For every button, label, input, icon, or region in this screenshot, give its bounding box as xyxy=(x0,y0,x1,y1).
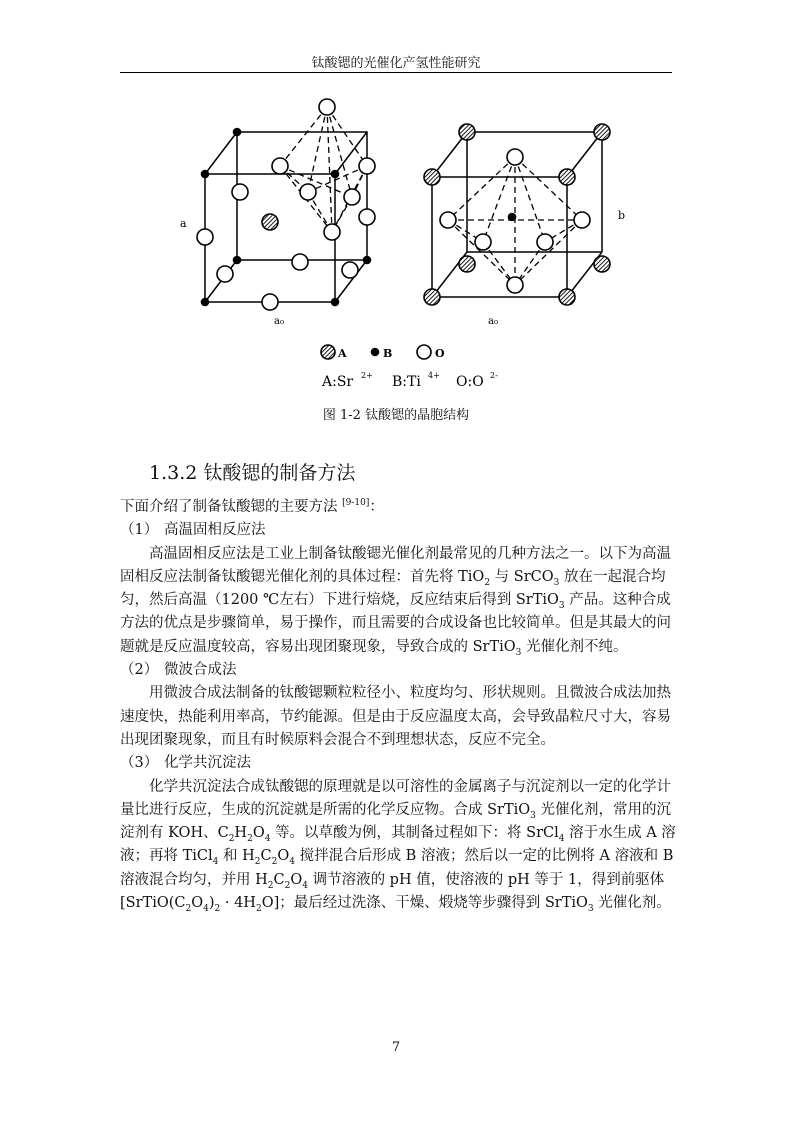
subscript: 2 xyxy=(254,857,261,868)
legend-O-label: O xyxy=(435,347,445,360)
label-a: a xyxy=(180,217,187,230)
subscript: 2 xyxy=(228,834,235,845)
ion-O-charge: 2- xyxy=(490,371,498,380)
text-run: 化学共沉淀法合成钛酸锶的原理就是以可溶性的金属离子与沉淀剂以一定的化学计量比进行反应，生成的沉淀就是所需的化学反应物。合成 SrTiO xyxy=(120,778,671,818)
text-run: O xyxy=(252,825,265,842)
unit-cell-a-atoms xyxy=(197,99,375,310)
ion-A-label: A:Sr xyxy=(322,374,354,390)
subscript: 2 xyxy=(214,903,221,914)
subscript: 2 xyxy=(271,857,278,868)
body-text xyxy=(120,496,676,915)
section-title: 1.3.2 钛酸锶的制备方法 xyxy=(149,462,356,484)
list-item-2: （2） 微波合成法 xyxy=(120,662,237,679)
page-number: 7 xyxy=(391,1040,401,1055)
subscript: 2 xyxy=(484,577,491,588)
paragraph-2: 用微波合成法制备的钛酸锶颗粒粒径小、粒度均匀、形状规则。且微波合成法加热速度快，热能利用率高，节约能源。但是由于反应温度太高，会导致晶粒尺寸大，容易出现团聚现象，而且有时候原料会混合不到理想状态，反应不完全。 xyxy=(120,685,671,748)
text-run: O]；最后经过洗涤、干燥、煅烧等步骤得到 SrTiO xyxy=(261,895,588,912)
text-run: 光催化剂。 xyxy=(593,895,671,912)
subscript: 4 xyxy=(289,857,295,868)
ion-O-label: O:O xyxy=(456,374,484,390)
text-run: 产品。这种合成方法的优点是步骤简单，易于操作，而且需要的合成设备也比较简单。但是其最大的问题就是反应温度较高，容易出现团聚现象，导致合成的 SrTiO xyxy=(120,592,671,655)
text-run: 搅拌混合后形成 B 溶液；然后以一定的比例将 A 溶液和 B 溶液混合均匀，并用 H xyxy=(120,848,674,888)
text-run: 高温固相反应法是工业上制备钛酸锶光催化剂最常见的几种方法之一。以下为高温固相反应法制备钛酸锶光催化剂的具体过程：首先将 TiO xyxy=(120,545,671,585)
list-item-1: （1） 高温固相反应法 xyxy=(120,522,266,539)
subscript: 3 xyxy=(587,903,594,914)
subscript: 4 xyxy=(203,903,209,914)
legend-B-label: B xyxy=(383,347,393,360)
text-run: 和 H xyxy=(218,848,255,865)
text-run: ) xyxy=(208,895,215,912)
ion-B-label: B:Ti xyxy=(392,374,421,390)
text-run: 调节溶液的 pH 值，使溶液的 pH 等于 1，得到前驱体[SrTiO(C xyxy=(120,871,665,912)
label-b: b xyxy=(618,209,626,222)
text-run: C xyxy=(260,848,272,865)
text-run: O xyxy=(290,871,303,888)
subscript: 3 xyxy=(558,601,565,612)
paragraph-1 xyxy=(120,543,676,659)
subscript: 4 xyxy=(212,857,219,868)
subscript: 2 xyxy=(267,880,274,891)
running-header: 钛酸锶的光催化产氢性能研究 xyxy=(311,56,481,71)
subscript: 3 xyxy=(530,810,536,821)
text-run: 等。以草酸为例，其制备过程如下：将 SrCl xyxy=(270,825,559,842)
subscript: 4 xyxy=(302,880,308,891)
subscript: 4 xyxy=(558,834,565,845)
subscript: 2 xyxy=(247,834,253,845)
ion-A-charge: 2+ xyxy=(361,371,373,380)
label-a0-right: a₀ xyxy=(488,316,498,327)
text-run: O xyxy=(191,895,204,912)
text-run: · 4H xyxy=(220,895,256,912)
text-run: 光催化剂不纯。 xyxy=(521,638,628,655)
subscript: 3 xyxy=(515,647,522,658)
legend-A-label: A xyxy=(338,347,347,360)
paragraph-3 xyxy=(120,776,676,916)
text-run: O xyxy=(277,848,290,865)
subscript: 2 xyxy=(255,903,262,914)
text-run: H xyxy=(234,825,248,842)
ion-B-charge: 4+ xyxy=(428,371,440,380)
label-a0-left: a₀ xyxy=(274,316,284,327)
subscript: 2 xyxy=(284,880,291,891)
intro-paragraph: 下面介绍了制备钛酸锶的主要方法 [9-10]： xyxy=(120,498,384,515)
legend-O-symbol xyxy=(417,345,431,359)
list-item-3: （3） 化学共沉淀法 xyxy=(120,755,251,772)
header-rule xyxy=(120,72,672,73)
subscript: 4 xyxy=(264,834,271,845)
subscript: 2 xyxy=(185,903,192,914)
legend-A-symbol xyxy=(321,345,335,359)
legend-B-symbol xyxy=(372,349,379,356)
figure-caption: 图 1-2 钛酸锶的晶胞结构 xyxy=(322,408,470,423)
subscript: 3 xyxy=(553,577,560,588)
text-run: 与 SrCO xyxy=(490,568,554,585)
text-run: 放在一起混合均匀，然后高温（1200 ℃左右）下进行焙烧，反应结束后得到 SrTiO xyxy=(120,568,666,609)
text-run: 溶于水生成 A 溶液；再将 TiCl xyxy=(120,825,676,865)
text-run: 光催化剂，常用的沉淀剂有 KOH、C xyxy=(120,801,672,842)
crystal-structure-figure xyxy=(170,92,630,392)
text-run: C xyxy=(273,871,285,888)
